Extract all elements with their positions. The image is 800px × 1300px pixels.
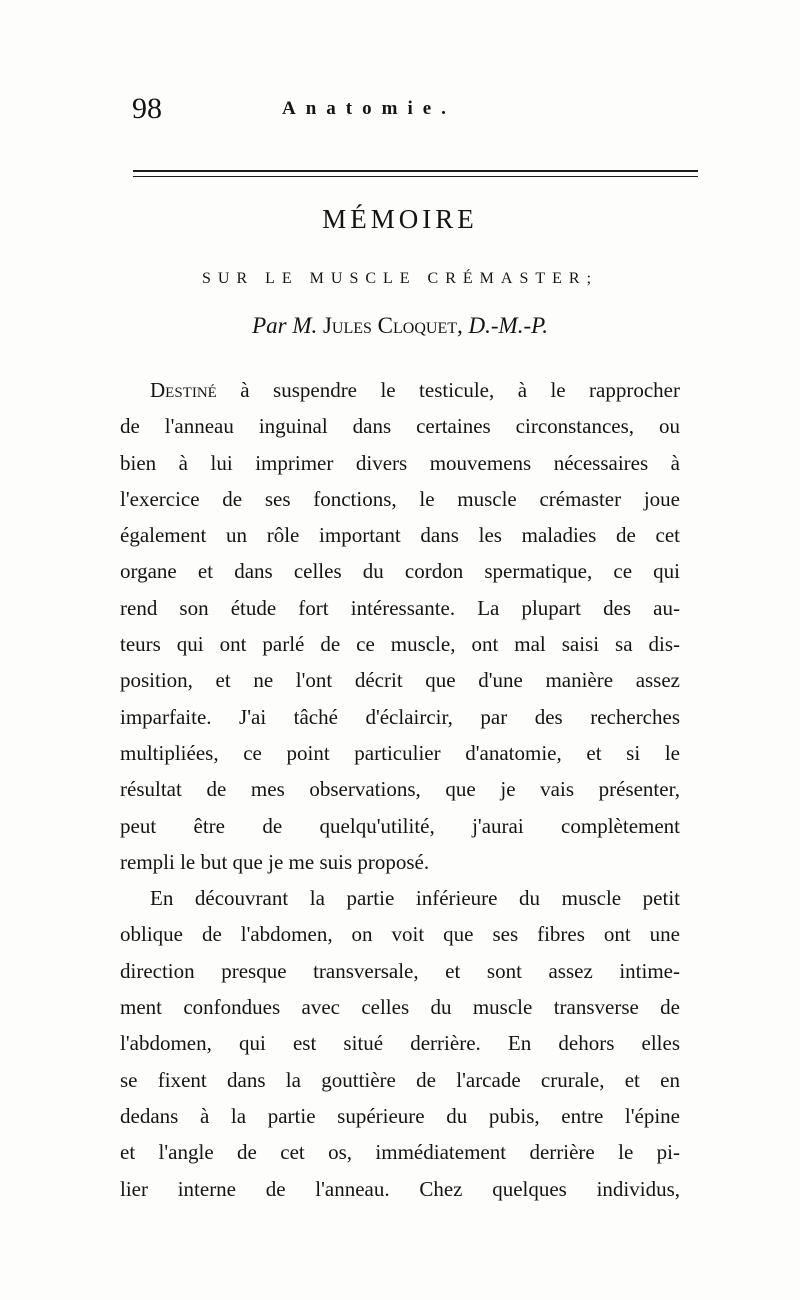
page-number: 98 — [132, 92, 162, 125]
article-subtitle: SUR LE MUSCLE CRÉMASTER; — [201, 270, 599, 287]
running-head — [132, 92, 712, 132]
header-rule — [133, 170, 698, 177]
text-line: imparfaite. J'ai tâché d'éclaircir, par des recherches — [120, 704, 680, 729]
text-line: position, et ne l'ont décrit que d'une manière assez — [120, 668, 680, 693]
author-prefix: Par M. — [252, 313, 318, 338]
text-line: résultat de mes observations, que je vais présenter, — [120, 777, 680, 802]
text-line: teurs qui ont parlé de ce muscle, ont mal saisi sa dis- — [120, 632, 680, 657]
body-text — [120, 372, 680, 1207]
text-line: multipliées, ce point particulier d'anatomie, et si le — [120, 740, 680, 765]
text-line: peut être de quelqu'utilité, j'aurai complètement — [120, 813, 680, 838]
text-line: se fixent dans la gouttière de l'arcade crurale, et en — [120, 1067, 680, 1092]
text-line: l'abdomen, qui est situé derrière. En dehors elles — [120, 1031, 680, 1056]
text-line: ment confondues avec celles du muscle transverse de — [120, 995, 680, 1020]
text-line: de l'anneau inguinal dans certaines circonstances, ou — [120, 414, 680, 439]
text-line: l'exercice de ses fonctions, le muscle crémaster joue — [120, 486, 680, 511]
section-heading: Anatomie. — [282, 98, 456, 119]
text-line: rend son étude fort intéressante. La plupart des au- — [120, 595, 680, 620]
author-name: Jules Cloquet — [322, 313, 458, 338]
first-word: Destiné — [150, 378, 217, 402]
text-line: bien à lui imprimer divers mouvemens nécessaires à — [120, 450, 680, 475]
text-line: En découvrant la partie inférieure du muscle petit — [150, 886, 680, 911]
author-suffix: , D.-M.-P. — [457, 313, 548, 338]
text-line: direction presque transversale, et sont assez intime- — [120, 958, 680, 983]
text-line: organe et dans celles du cordon spermatique, ce qui — [120, 559, 680, 584]
text-line: lier interne de l'anneau. Chez quelques individus, — [120, 1176, 680, 1201]
text-line: rempli le but que je me suis proposé. — [120, 849, 430, 874]
text-line: également un rôle important dans les maladies de cet — [120, 523, 680, 548]
article-title: MÉMOIRE — [322, 204, 478, 234]
author-line — [0, 313, 800, 339]
text-line: dedans à la partie supérieure du pubis, entre l'épine — [120, 1103, 680, 1128]
text-line: oblique de l'abdomen, on voit que ses fibres ont une — [120, 922, 680, 947]
text-line: Destiné à suspendre le testicule, à le rapprocher — [150, 378, 680, 402]
text-line: et l'angle de cet os, immédiatement derrière le pi- — [120, 1140, 680, 1165]
